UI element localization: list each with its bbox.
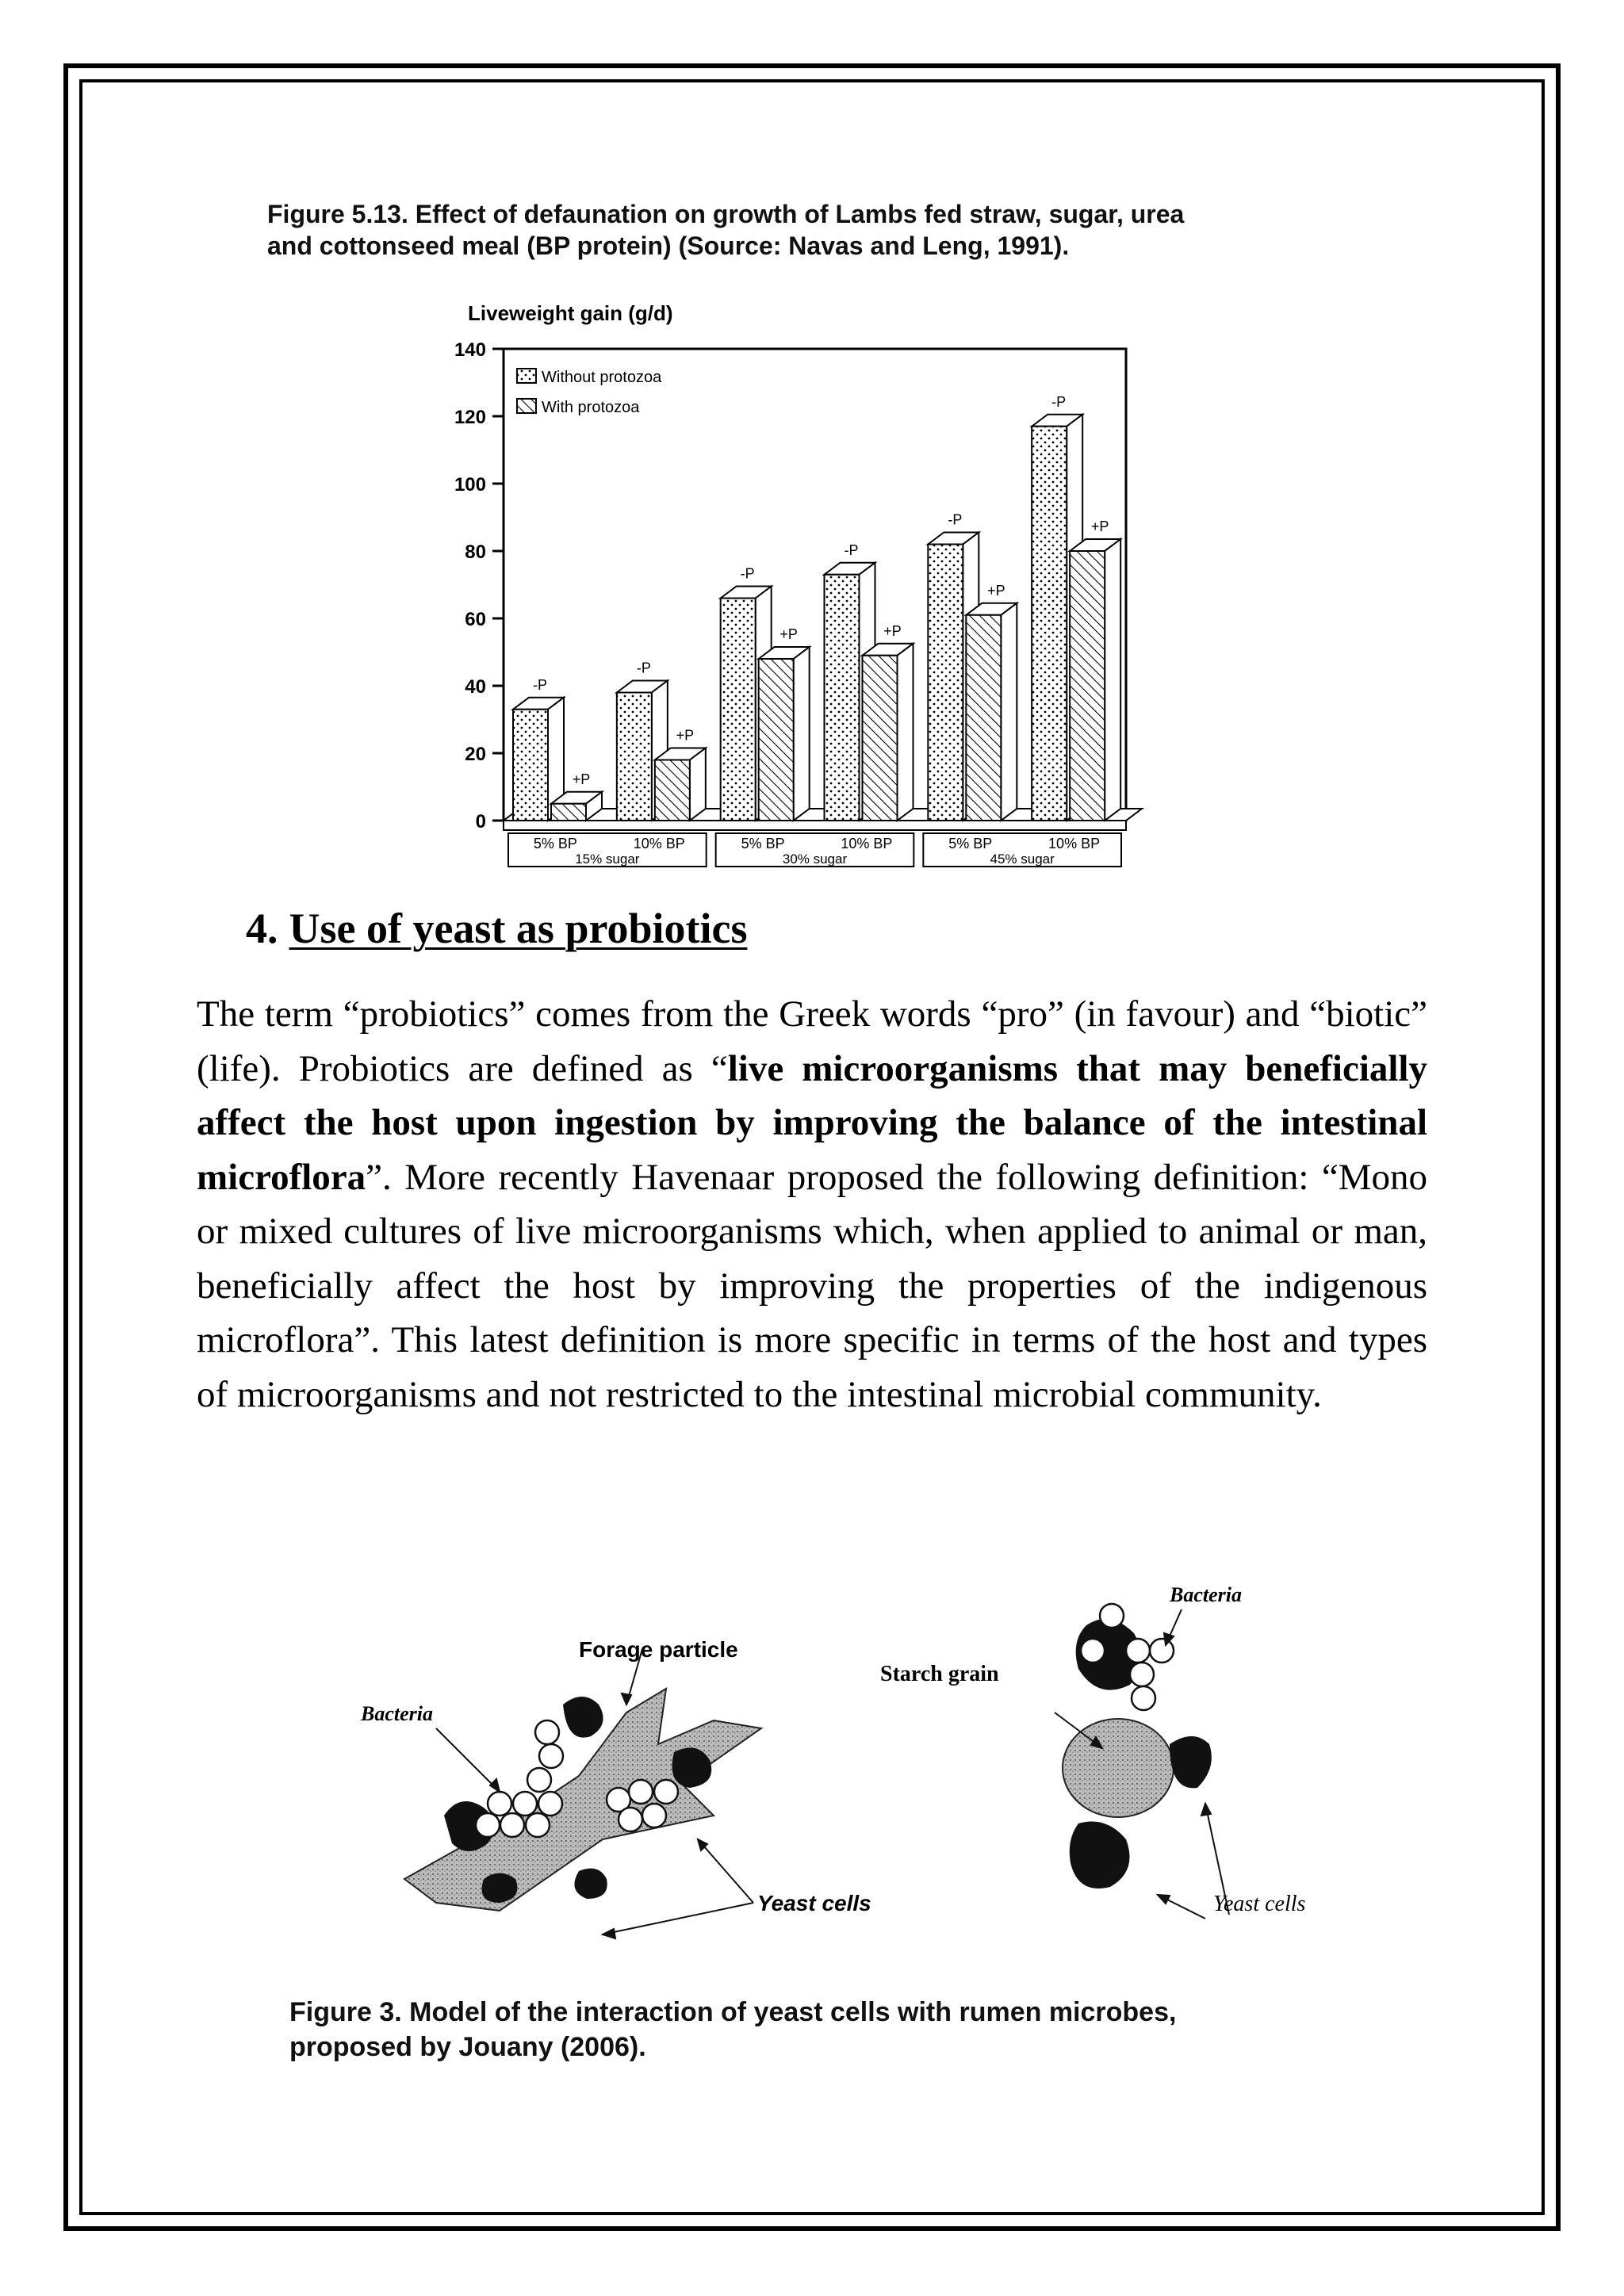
x-category-label: 10% BP	[1048, 836, 1101, 851]
starch-grain-shape	[1063, 1719, 1174, 1817]
bar-front	[863, 656, 898, 821]
bar-data-label: +P	[676, 727, 695, 744]
x-group-label: 45% sugar	[990, 851, 1055, 867]
bar-side	[794, 647, 810, 821]
figure-3-caption	[289, 1995, 1400, 2064]
bar-data-label: -P	[740, 565, 755, 582]
y-tick-label: 0	[475, 811, 486, 832]
bar-side	[898, 644, 914, 821]
figure-3-caption-line1: Figure 3. Model of the interaction of yeast cells with rumen microbes,	[289, 1997, 1177, 2027]
left-yeast-cells-label: Yeast cells	[757, 1891, 871, 1915]
section-title: Use of yeast as probiotics	[289, 905, 748, 952]
bar-front	[966, 615, 1001, 821]
bar-front	[551, 804, 586, 821]
x-category-label: 10% BP	[633, 836, 685, 851]
paragraph-part-1: The term “probiotics” comes from the Greek words “pro” (in favour) and “biotic” (life). Probiotics are defined as “	[197, 993, 1427, 1089]
starch-grain-label: Starch grain	[880, 1662, 999, 1686]
x-category-label: 5% BP	[741, 836, 785, 851]
bar-data-label: +P	[779, 626, 798, 642]
chart-title: Liveweight gain (g/d)	[468, 301, 673, 325]
bar-side	[1105, 539, 1120, 821]
y-tick-label: 80	[465, 541, 486, 563]
bar-data-label: +P	[1090, 519, 1109, 534]
liveweight-gain-chart	[412, 301, 1205, 872]
x-category-label: 5% BP	[533, 836, 577, 851]
bar-data-label: +P	[572, 771, 591, 787]
bar-data-label: +P	[883, 622, 902, 639]
bar	[759, 626, 810, 821]
legend-swatch-without	[517, 369, 536, 383]
bar-data-label: -P	[948, 511, 963, 528]
bar-front	[1032, 427, 1067, 821]
bar-front	[721, 599, 756, 821]
bar-front	[1070, 551, 1105, 821]
bars	[513, 394, 1120, 821]
forage-particle-label: Forage particle	[579, 1637, 738, 1662]
y-axis-ticks	[454, 339, 504, 832]
bar-side	[690, 748, 706, 821]
x-axis-labels	[508, 833, 1121, 867]
x-category-label: 5% BP	[948, 836, 993, 851]
x-category-label: 10% BP	[841, 836, 893, 851]
y-tick-label: 40	[465, 676, 486, 698]
y-tick-label: 60	[465, 609, 486, 630]
figure-5-13-caption	[267, 198, 1377, 262]
legend-label-without: Without protozoa	[542, 369, 662, 386]
chart-legend	[517, 369, 662, 416]
bar	[1070, 519, 1120, 821]
bar-side	[1001, 603, 1017, 821]
figure-5-13-caption-line2: and cottonseed meal (BP protein) (Source: Navas and Leng, 1991).	[267, 232, 1070, 260]
bar	[863, 623, 914, 821]
bar-front	[928, 545, 963, 821]
bar-data-label: -P	[844, 541, 859, 558]
y-tick-label: 140	[454, 339, 486, 361]
left-bacteria-label: Bacteria	[361, 1702, 433, 1725]
bar-front	[825, 575, 860, 821]
x-group-label: 30% sugar	[782, 851, 848, 867]
x-group-label: 15% sugar	[575, 851, 640, 867]
section-number: 4.	[246, 905, 278, 952]
legend-swatch-with	[517, 399, 536, 413]
bar-front	[759, 659, 794, 821]
bar-front	[655, 760, 690, 821]
bar	[966, 583, 1017, 821]
legend-label-with: With protozoa	[542, 399, 640, 416]
figure-5-13-caption-line1: Figure 5.13. Effect of defaunation on growth of Lambs fed straw, sugar, urea	[267, 200, 1185, 228]
y-tick-label: 120	[454, 407, 486, 428]
y-tick-label: 20	[465, 744, 486, 765]
paragraph-bold-definition: live microorganisms that may beneficially affect the host upon ingestion by improving the balance of the intestinal microflora	[197, 1047, 1427, 1198]
bar-data-label: -P	[1051, 393, 1067, 410]
yeast-interaction-diagram	[341, 1578, 1332, 1974]
bar-front	[513, 710, 548, 821]
chart-base-front	[504, 821, 1126, 830]
paragraph-part-2: ”. More recently Havenaar proposed the following definition: “Mono or mixed cultures of live microorganisms which, when applied to animal or man, beneficially affect the host by improving the properties of the indigenous microflora”. This latest definition is more specific in terms of the host and types of microorganisms and not restricted to the intestinal microbial community.	[197, 1156, 1427, 1415]
bar-data-label: -P	[636, 660, 651, 676]
right-bacteria-label: Bacteria	[1170, 1583, 1242, 1606]
right-yeast-cells	[1081, 1604, 1174, 1710]
figure-3-caption-line2: proposed by Jouany (2006).	[289, 2032, 646, 2062]
bar-data-label: -P	[533, 676, 547, 693]
probiotics-paragraph	[197, 987, 1427, 1422]
y-tick-label: 100	[454, 474, 486, 496]
section-heading	[246, 904, 747, 953]
right-yeast-cells-label: Yeast cells	[1213, 1892, 1306, 1916]
bar-front	[617, 693, 652, 821]
bar-data-label: +P	[987, 582, 1005, 599]
